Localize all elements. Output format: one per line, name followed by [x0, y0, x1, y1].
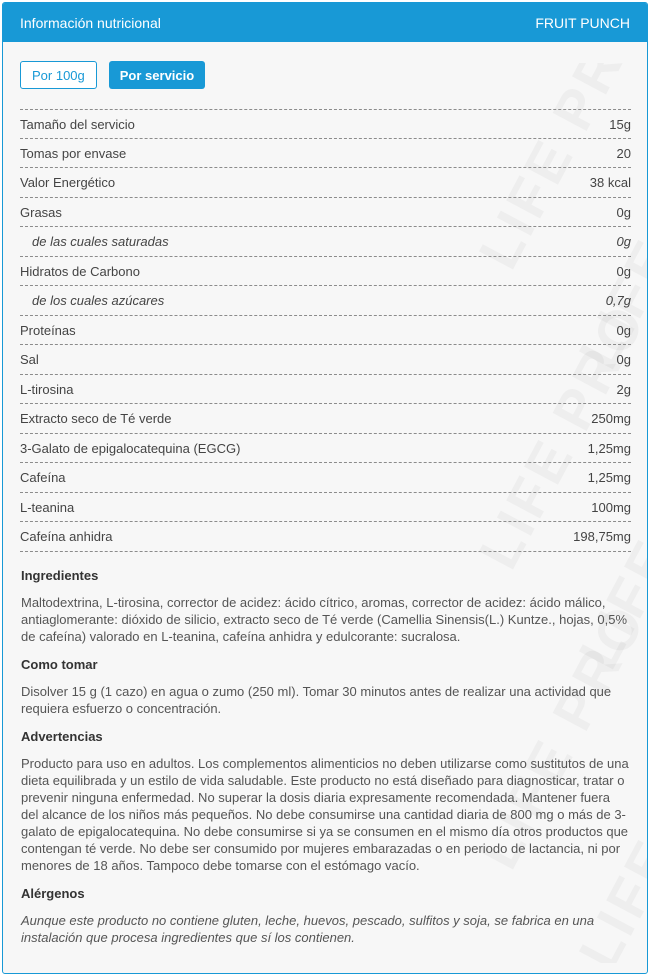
nutrient-value: 0g	[616, 263, 631, 279]
table-row	[20, 345, 631, 375]
nutrient-label: Tomas por envase	[20, 145, 127, 161]
tab-per-serving[interactable]: Por servicio	[109, 61, 205, 89]
nutrient-label: Valor Energético	[20, 175, 116, 191]
nutrient-value: 100mg	[591, 499, 631, 515]
panel-header	[3, 3, 647, 42]
nutrient-label: de los cuales azúcares	[32, 293, 165, 309]
nutrient-label: Grasas	[20, 204, 62, 220]
nutrient-value: 0g	[616, 204, 631, 220]
table-row	[20, 227, 631, 257]
nutrition-table	[20, 109, 631, 552]
how-to-take-heading: Como tomar	[21, 656, 98, 672]
table-row	[20, 316, 631, 346]
nutrient-value: 20	[616, 145, 631, 161]
nutrient-label: Proteínas	[20, 322, 76, 338]
nutrient-value: 38 kcal	[589, 175, 631, 191]
product-info-sections	[3, 552, 647, 946]
nutrient-label: Cafeína	[20, 470, 66, 486]
nutrient-label: Tamaño del servicio	[20, 116, 135, 132]
warnings-heading: Advertencias	[21, 728, 103, 744]
table-row	[20, 493, 631, 523]
table-row	[20, 168, 631, 198]
table-row	[20, 404, 631, 434]
flavor-label: FRUIT PUNCH	[535, 14, 630, 31]
nutrient-label: Sal	[20, 352, 39, 368]
nutrient-value: 250mg	[591, 411, 631, 427]
table-row	[20, 375, 631, 405]
table-row	[20, 522, 631, 552]
allergens-heading: Alérgenos	[21, 885, 85, 901]
nutrient-value: 1,25mg	[587, 470, 631, 486]
nutrient-value: 0g	[616, 352, 631, 368]
nutrient-value: 0g	[616, 234, 631, 250]
nutrient-label: L-tirosina	[20, 381, 74, 397]
serving-tabs	[3, 42, 647, 91]
tab-per-100g[interactable]: Por 100g	[20, 61, 97, 89]
nutrient-label: Hidratos de Carbono	[20, 263, 140, 279]
panel-title: Información nutricional	[20, 14, 161, 31]
nutrient-value: 1,25mg	[587, 440, 631, 456]
table-row	[20, 286, 631, 316]
nutrient-label: de las cuales saturadas	[32, 234, 169, 250]
ingredients-text: Maltodextrina, L-tirosina, corrector de acidez: ácido cítrico, aromas, corrector de acidez: ácido málico, antiaglomerante: dióxido de silicio, extracto seco de Té verde (Camellia Sinensis(L.) Kuntze., hojas, 0,5% de cafeína) valorado en L-teanina, cafeína anhidra y edulcorante: sucralosa.	[21, 594, 628, 644]
ingredients-heading: Ingredientes	[21, 567, 99, 583]
nutrient-value: 0,7g	[605, 293, 631, 309]
nutrient-value: 0g	[616, 322, 631, 338]
table-row	[20, 257, 631, 287]
nutrient-label: Extracto seco de Té verde	[20, 411, 172, 427]
nutrient-value: 15g	[609, 116, 631, 132]
table-row	[20, 109, 631, 139]
warnings-text: Producto para uso en adultos. Los complementos alimenticios no deben utilizarse como sustitutos de una dieta equilibrada y un estilo de vida saludable. Este producto no está diseñado para diagnosticar, tratar o prevenir ninguna enfermedad. No superar la dosis diaria expresamente recomendada. Mantener fuera del alcance de los niños más pequeños. No debe consumirse una cantidad diaria de 800 mg o más de 3-galato de epigalocatequina. No debe consumirse si ya se consumen en el mismo día otros productos que contengan té verde. No debe ser consumido por mujeres embarazadas o en periodo de lactancia, ni por menores de 18 años. Tampoco debe tomarse con el estómago vacío.	[21, 755, 629, 873]
nutrition-panel	[2, 2, 648, 974]
nutrient-label: Cafeína anhidra	[20, 529, 113, 545]
nutrient-label: L-teanina	[20, 499, 75, 515]
nutrient-value: 198,75mg	[573, 529, 631, 545]
nutrient-label: 3-Galato de epigalocatequina (EGCG)	[20, 440, 241, 456]
table-row	[20, 198, 631, 228]
allergens-text: Aunque este producto no contiene gluten, leche, huevos, pescado, sulfitos y soja, se fabrica en una instalación que procesa ingredientes que sí los contienen.	[21, 912, 595, 945]
table-row	[20, 463, 631, 493]
table-row	[20, 139, 631, 169]
table-row	[20, 434, 631, 464]
how-to-take-text: Disolver 15 g (1 cazo) en agua o zumo (250 ml). Tomar 30 minutos antes de realizar una actividad que requiera esfuerzo o concentración.	[21, 683, 612, 716]
nutrient-value: 2g	[616, 381, 631, 397]
